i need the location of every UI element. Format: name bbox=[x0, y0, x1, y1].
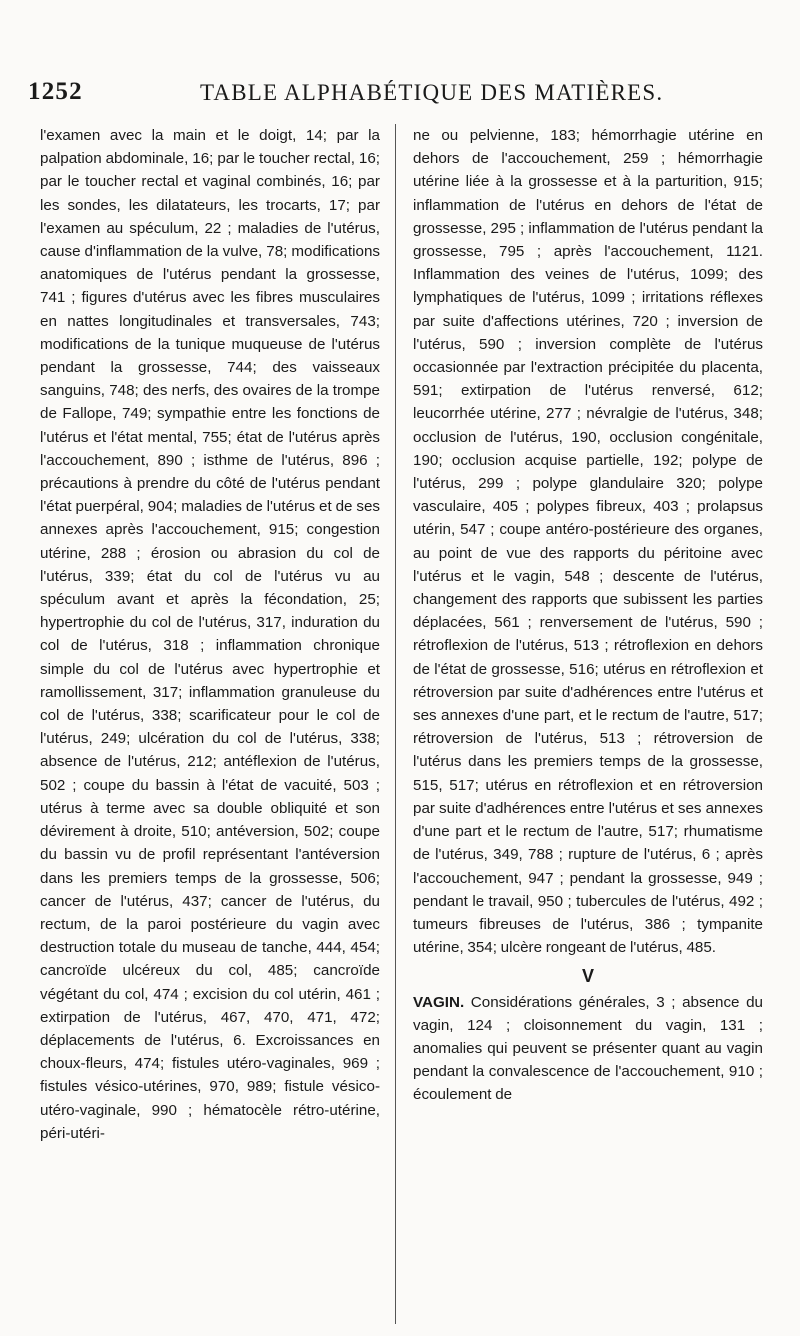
entry-text: Considérations générales, 3 ; absence du vagin, 124 ; cloisonnement du vagin, 131 ; anomalies qui peuvent se présenter quant au vagin pendant la convalescence de l'accouchement, 910 ; écoulement de bbox=[413, 993, 763, 1104]
page-number: 1252 bbox=[28, 78, 83, 105]
section-letter: V bbox=[581, 966, 594, 987]
page-header bbox=[28, 74, 773, 114]
entry-heading: VAGIN. bbox=[413, 993, 465, 1011]
vagin-entry bbox=[413, 991, 763, 1107]
right-column bbox=[413, 124, 763, 1107]
left-column bbox=[40, 124, 380, 1145]
column-divider bbox=[395, 124, 396, 1324]
page-title: TABLE ALPHABÉTIQUE DES MATIÈRES. bbox=[200, 80, 664, 105]
left-column-text: l'examen avec la main et le doigt, 14; par la palpation abdominale, 16; par le toucher rectal, 16; par le toucher rectal et vaginal combinés, 16; par les sondes, les dilatateurs, les trocarts, 17; par l'examen au spéculum, 22 ; maladies de l'utérus, cause d'inflammation de la vulve, 78; modifications anatomiques de l'utérus pendant la grossesse, 741 ; figures d'utérus avec les fibres musculaires en nattes longitudinales et transversales, 743; modifications de la tunique muqueuse de l'utérus pendant la grossesse, 744; des vaisseaux sanguins, 748; des nerfs, des ovaires de la trompe de Fallope, 749; sympathie entre les fonctions de l'utérus et l'état mental, 755; état de l'utérus après l'accouchement, 890 ; isthme de l'utérus, 896 ; précautions à prendre du côté de l'utérus pendant l'état puerpéral, 904; maladies de l'utérus et de ses annexes après l'accouchement, 915; congestion utérine, 288 ; érosion ou abrasion du col de l'utérus, 339; état du col de l'utérus vu au spéculum avant et après la fécondation, 25; hypertrophie du col de l'utérus, 317, induration du col de l'utérus, 318 ; inflammation chronique simple du col de l'utérus avec hypertrophie et ramollissement, 317; inflammation granuleuse du col de l'utérus, 338; scarificateur pour le col de l'utérus, 249; ulcération du col de l'utérus, 338; absence de l'utérus, 212; antéflexion de l'utérus, 502 ; coupe du bassin à l'état de vacuité, 503 ; utérus à terme avec sa double obliquité et son dévirement à droite, 510; antéversion, 502; coupe du bassin vu de profil représentant l'antéversion dans les premiers temps de la grossesse, 506; cancer de l'utérus, 437; cancer de l'utérus, du rectum, de la paroi postérieure du vagin avec destruction totale du museau de tanche, 444, 454; cancroïde ulcéreux du col, 485; cancroïde végétant du col, 474 ; excision du col utérin, 461 ; extirpation de l'utérus, 467, 470, 471, 472; déplacements de l'utérus, 6. Excroissances en choux-fleurs, 474; fistules utéro-vaginales, 969 ; fistules vésico-utérines, 970, 989; fistule vésico-utéro-vaginale, 990 ; hématocèle rétro-utérine, péri-utéri- bbox=[40, 127, 380, 1142]
right-column-text: ne ou pelvienne, 183; hémorrhagie utérine en dehors de l'accouchement, 259 ; hémorrhagie utérine liée à la grossesse et à la parturition, 915; inflammation de l'utérus en dehors de l'état de grossesse, 295 ; inflammation de l'utérus pendant la grossesse, 795 ; après l'accouchement, 1121. Inflammation des veines de l'utérus, 1099; des lymphatiques de l'utérus, 1099 ; irritations réflexes par suite d'affections utérines, 720 ; inversion de l'utérus, 590 ; inversion complète de l'utérus occasionnée par l'extraction précipitée du placenta, 591; extirpation de l'utérus renversé, 612; leucorrhée utérine, 277 ; névralgie de l'utérus, 348; occlusion de l'utérus, 190, occlusion congénitale, 190; occlusion acquise partielle, 192; polype de l'utérus, 299 ; polype glandulaire 320; polype vasculaire, 405 ; polypes fibreux, 403 ; prolapsus utérin, 547 ; coupe antéro-postérieure des organes, au point de vue des rapports du péritoine avec l'utérus et le vagin, 548 ; descente de l'utérus, changement des rapports que subissent les parties déplacées, 561 ; renversement de l'utérus, 590 ; rétroflexion de l'utérus, 513 ; rétroflexion en dehors de l'état de grossesse, 516; utérus en rétroflexion et rétroversion par suite d'adhérences entre l'utérus et ses annexes d'une part, et le rectum de l'autre, 517; rétroversion de l'utérus, 513 ; rétroversion de l'utérus dans les premiers temps de la grossesse, 515, 517; utérus en rétroflexion et en rétroversion par suite d'adhérences entre l'utérus et ses annexes d'une part et le rectum de l'autre, 517; rhumatisme de l'utérus, 349, 788 ; rupture de l'utérus, 6 ; après l'accouchement, 947 ; pendant la grossesse, 949 ; pendant le travail, 950 ; tubercules de l'utérus, 492 ; tumeurs fibreuses de l'utérus, 386 ; tympanite utérine, 354; ulcère rongeant de l'utérus, 485. bbox=[413, 127, 763, 957]
